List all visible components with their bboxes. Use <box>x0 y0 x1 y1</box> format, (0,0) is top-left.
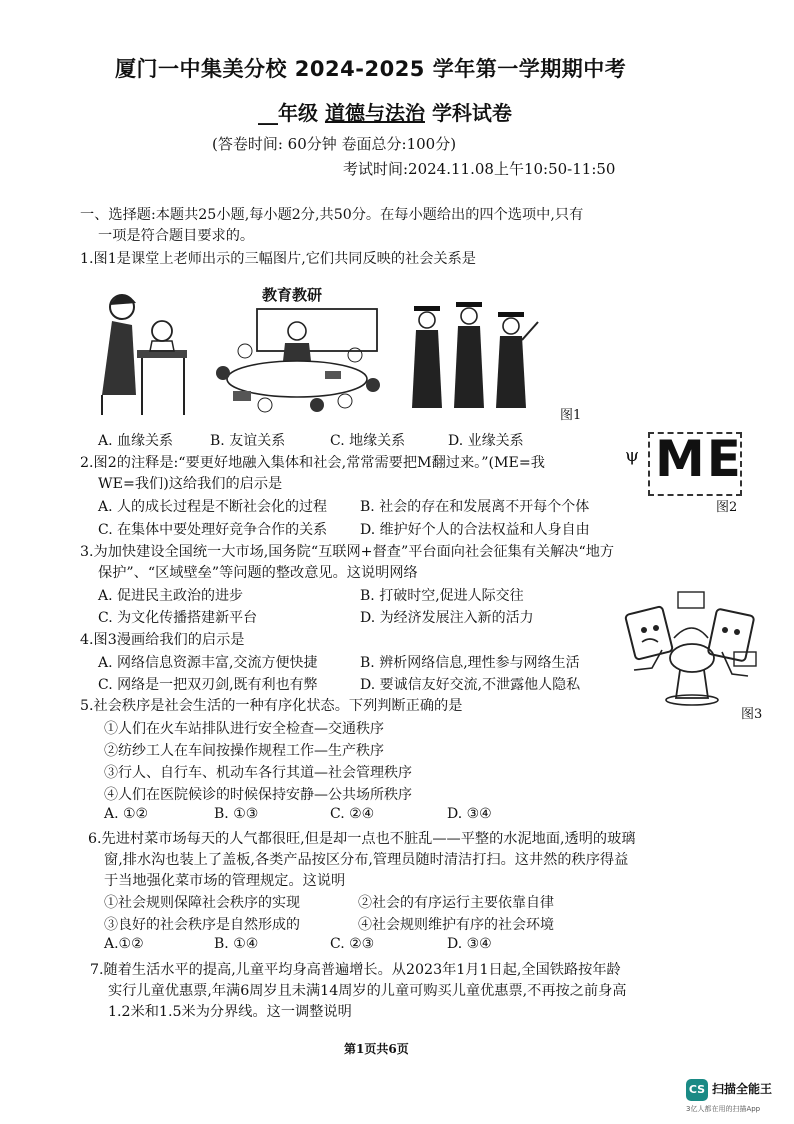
q2-option-a[interactable]: A. 人的成长过程是不断社会化的过程 <box>98 499 328 515</box>
q5-stem: 5.社会秩序是社会生活的一种有序化状态。下列判断正确的是 <box>80 698 463 714</box>
q7-stem-2: 实行儿童优惠票,年满6周岁且未满14周岁的儿童可购买儿童优惠票,不再按之前身高 <box>108 983 627 999</box>
q1-option-a[interactable]: A. 血缘关系 <box>98 433 174 449</box>
q4-option-d[interactable]: D. 要诚信友好交流,不泄露他人隐私 <box>360 677 581 693</box>
q5-option-c[interactable]: C. ②④ <box>330 806 375 822</box>
q5-statement-4: ④人们在医院候诊的时候保持安静—公共场所秩序 <box>104 787 412 803</box>
q3-stem-1: 3.为加快建设全国统一大市场,国务院“互联网+督查”平台面向社会征集有关解决“地方 <box>80 544 615 560</box>
q6-statement-1: ①社会规则保障社会秩序的实现 <box>104 895 300 911</box>
grade-blank: __年级 <box>258 101 318 125</box>
q6-statement-2: ②社会的有序运行主要依靠自律 <box>358 895 554 911</box>
figure1-label: 图1 <box>560 408 582 423</box>
q1-stem: 1.图1是课堂上老师出示的三幅图片,它们共同反映的社会关系是 <box>80 251 476 267</box>
q7-stem-3: 1.2米和1.5米为分界线。这一调整说明 <box>108 1004 352 1020</box>
q6-option-c[interactable]: C. ②③ <box>330 936 375 952</box>
q4-option-c[interactable]: C. 网络是一把双刃剑,既有利也有弊 <box>98 677 318 693</box>
scanner-logo-icon: CS <box>686 1079 708 1101</box>
q4-stem: 4.图3漫画给我们的启示是 <box>80 632 245 648</box>
q3-option-c[interactable]: C. 为文化传播搭建新平台 <box>98 610 258 626</box>
q3-option-d[interactable]: D. 为经济发展注入新的活力 <box>360 610 534 626</box>
q6-statement-4: ④社会规则维护有序的社会环境 <box>358 917 554 933</box>
figure2-tulip-icon: ψ <box>625 445 640 466</box>
q3-stem-2: 保护”、“区域壁垒”等问题的整改意见。这说明网络 <box>98 565 418 581</box>
figure1-teacher-child <box>92 285 192 420</box>
section-instruction-2: 一项是符合题目要求的。 <box>98 228 255 244</box>
q6-option-a[interactable]: A.①② <box>104 936 144 952</box>
q1-option-c[interactable]: C. 地缘关系 <box>330 433 406 449</box>
q6-statement-3: ③良好的社会秩序是自然形成的 <box>104 917 300 933</box>
q2-option-c[interactable]: C. 在集体中要处理好竞争合作的关系 <box>98 522 328 538</box>
figure1-meeting <box>205 305 390 417</box>
exam-title: 厦门一中集美分校 2024-2025 学年第一学期期中考 <box>115 57 627 81</box>
q6-stem-3: 于当地强化菜市场的管理规定。这说明 <box>104 873 346 889</box>
q6-stem-2: 窗,排水沟也装上了盖板,各类产品按区分布,管理员随时清洁打扫。这井然的秩序得益 <box>104 852 629 868</box>
exam-time: 考试时间:2024.11.08上午10:50-11:50 <box>343 160 616 178</box>
q3-option-b[interactable]: B. 打破时空,促进人际交往 <box>360 588 524 604</box>
q2-stem-1: 2.图2的注释是:“要更好地融入集体和社会,常常需要把M翻过来。”(ME=我 <box>80 455 545 471</box>
figure3-cartoon <box>622 588 762 716</box>
exam-subtitle <box>258 97 512 126</box>
q2-option-d[interactable]: D. 维护好个人的合法权益和人身自由 <box>360 522 590 538</box>
q4-option-a[interactable]: A. 网络信息资源丰富,交流方便快捷 <box>98 655 318 671</box>
q2-option-b[interactable]: B. 社会的存在和发展离不开每个个体 <box>360 499 590 515</box>
q7-stem-1: 7.随着生活水平的提高,儿童平均身高普遍增长。从2023年1月1日起,全国铁路按年龄 <box>90 962 621 978</box>
subject-name: 道德与法治 <box>324 101 425 125</box>
scanner-tagline: 3亿人都在用的扫描App <box>686 1105 761 1113</box>
q5-option-a[interactable]: A. ①② <box>104 806 149 822</box>
figure2-me-text: ME <box>655 430 743 488</box>
figure2-label: 图2 <box>716 500 738 515</box>
figure1-graduates <box>408 300 548 412</box>
q3-option-a[interactable]: A. 促进民主政治的进步 <box>98 588 244 604</box>
q5-statement-2: ②纺纱工人在车间按操作规程工作—生产秩序 <box>104 743 384 759</box>
exam-duration: (答卷时间: 60分钟 卷面总分:100分) <box>212 135 457 153</box>
figure3-label: 图3 <box>741 707 763 722</box>
q5-option-b[interactable]: B. ①③ <box>214 806 259 822</box>
q5-statement-1: ①人们在火车站排队进行安全检查—交通秩序 <box>104 721 384 737</box>
page-number: 第1页共6页 <box>344 1042 409 1056</box>
q1-option-b[interactable]: B. 友谊关系 <box>210 433 286 449</box>
q4-option-b[interactable]: B. 辨析网络信息,理性参与网络生活 <box>360 655 580 671</box>
q1-option-d[interactable]: D. 业缘关系 <box>448 433 524 449</box>
q5-option-d[interactable]: D. ③④ <box>447 806 492 822</box>
q6-stem-1: 6.先进村菜市场每天的人气都很旺,但是却一点也不脏乱——平整的水泥地面,透明的玻璃 <box>88 831 636 847</box>
figure1-caption: 教育教研 <box>262 286 323 304</box>
subtitle-suffix: 学科试卷 <box>431 101 512 125</box>
q5-statement-3: ③行人、自行车、机动车各行其道—社会管理秩序 <box>104 765 412 781</box>
q2-stem-2: WE=我们)这给我们的启示是 <box>98 476 283 492</box>
q6-option-d[interactable]: D. ③④ <box>447 936 492 952</box>
scanner-app-name: 扫描全能王 <box>712 1082 773 1096</box>
section-instruction-1: 一、选择题:本题共25小题,每小题2分,共50分。在每小题给出的四个选项中,只有 <box>80 207 584 223</box>
q6-option-b[interactable]: B. ①④ <box>214 936 259 952</box>
